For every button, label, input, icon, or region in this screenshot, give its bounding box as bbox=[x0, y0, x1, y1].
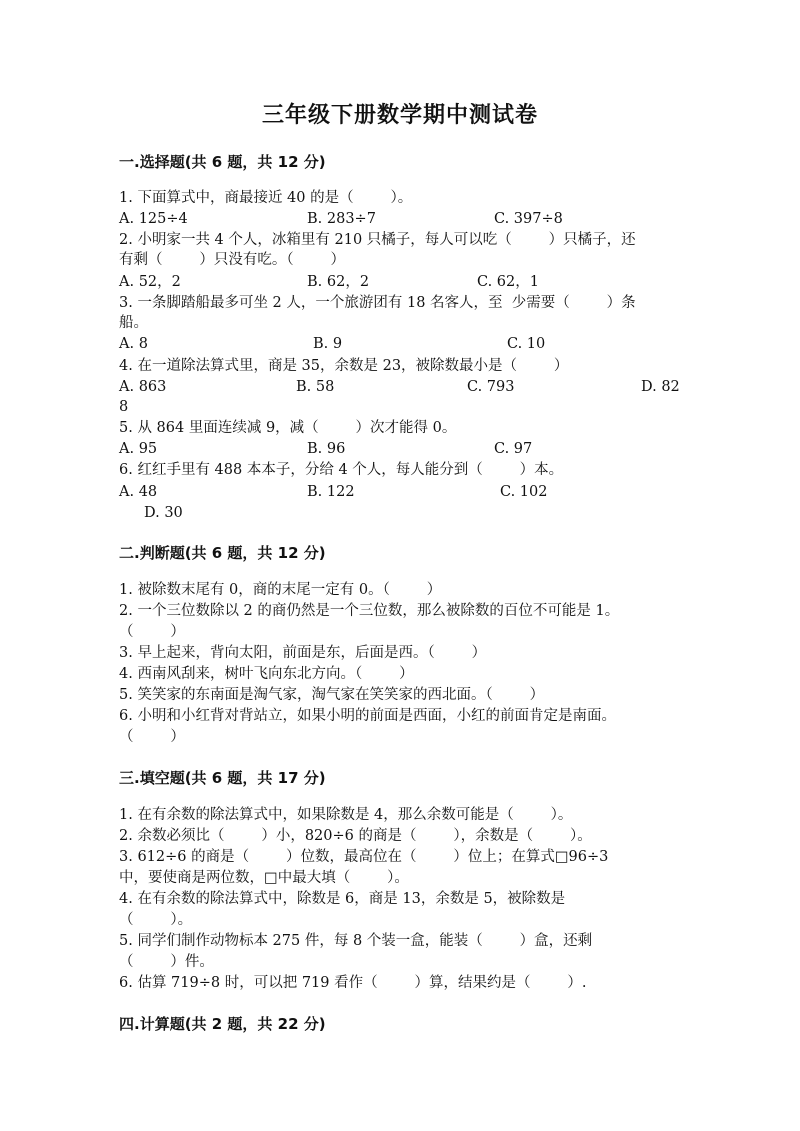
q2-option-c: C. 62，1 bbox=[477, 274, 539, 290]
q6-option-a: A. 48 bbox=[119, 484, 158, 500]
judgement-2-cont: （ ） bbox=[119, 624, 185, 640]
fill-5-cont: （ ）件。 bbox=[119, 954, 214, 970]
judgement-6: 6. 小明和小红背对背站立，如果小明的前面是西面，小红的前面肯定是南面。 bbox=[119, 708, 616, 724]
question-2: 2. 小明家一共 4 个人，冰箱里有 210 只橘子，每人可以吃（ ）只橘子，还 bbox=[119, 232, 636, 248]
question-5: 5. 从 864 里面连续减 9，减（ ）次才能得 0。 bbox=[119, 420, 457, 436]
q5-option-c: C. 97 bbox=[494, 441, 533, 457]
judgement-6-cont: （ ） bbox=[119, 729, 185, 745]
q6-option-c: C. 102 bbox=[500, 484, 548, 500]
question-6: 6. 红红手里有 488 本本子，分给 4 个人，每人能分到（ ）本。 bbox=[119, 462, 564, 478]
section-heading-judgement: 二.判断题(共 6 题，共 12 分) bbox=[119, 544, 326, 562]
q2-option-b: B. 62，2 bbox=[307, 274, 370, 290]
fill-4-cont: （ ）。 bbox=[119, 912, 193, 928]
q4-option-d: D. 82 bbox=[641, 379, 680, 395]
q4-option-a: A. 863 bbox=[119, 379, 167, 395]
judgement-4: 4. 西南风刮来，树叶飞向东北方向。（ ） bbox=[119, 666, 414, 682]
judgement-1: 1. 被除数末尾有 0，商的末尾一定有 0。（ ） bbox=[119, 582, 442, 598]
q1-option-b: B. 283÷7 bbox=[307, 211, 376, 227]
q5-option-a: A. 95 bbox=[119, 441, 158, 457]
question-3: 3. 一条脚踏船最多可坐 2 人，一个旅游团有 18 名客人，至 少需要（ ）条 bbox=[119, 295, 636, 311]
q2-option-a: A. 52，2 bbox=[119, 274, 181, 290]
fill-1: 1. 在有余数的除法算式中，如果除数是 4，那么余数可能是（ ）。 bbox=[119, 807, 573, 823]
q5-option-b: B. 96 bbox=[307, 441, 346, 457]
question-2-cont: 有剩（ ）只没有吃。（ ） bbox=[119, 252, 345, 268]
q3-option-b: B. 9 bbox=[313, 336, 343, 352]
fill-4: 4. 在有余数的除法算式中，除数是 6，商是 13，余数是 5，被除数是 bbox=[119, 891, 566, 907]
q4-option-d-wrap: 8 bbox=[119, 399, 129, 415]
page-title: 三年级下册数学期中测试卷 bbox=[261, 102, 538, 128]
q6-option-b: B. 122 bbox=[307, 484, 355, 500]
question-3-cont: 船。 bbox=[119, 315, 148, 331]
fill-5: 5. 同学们制作动物标本 275 件，每 8 个装一盒，能装（ ）盒，还剩 bbox=[119, 933, 593, 949]
question-1: 1. 下面算式中，商最接近 40 的是（ ）。 bbox=[119, 190, 413, 206]
judgement-2: 2. 一个三位数除以 2 的商仍然是一个三位数，那么被除数的百位不可能是 1。 bbox=[119, 603, 620, 619]
section-heading-calc: 四.计算题(共 2 题，共 22 分) bbox=[119, 1015, 326, 1033]
fill-3: 3. 612÷6 的商是（ ）位数，最高位在（ ）位上；在算式□96÷3 bbox=[119, 849, 609, 865]
fill-6: 6. 估算 719÷8 时，可以把 719 看作（ ）算，结果约是（ ）. bbox=[119, 975, 587, 991]
q1-option-a: A. 125÷4 bbox=[119, 211, 188, 227]
judgement-3: 3. 早上起来，背向太阳，前面是东，后面是西。（ ） bbox=[119, 645, 487, 661]
q3-option-a: A. 8 bbox=[119, 336, 148, 352]
q1-option-c: C. 397÷8 bbox=[494, 211, 563, 227]
q4-option-b: B. 58 bbox=[296, 379, 335, 395]
section-heading-fill: 三.填空题(共 6 题，共 17 分) bbox=[119, 769, 326, 787]
fill-3-cont: 中，要使商是两位数，□中最大填（ ）。 bbox=[119, 870, 409, 886]
judgement-5: 5. 笑笑家的东南面是淘气家，淘气家在笑笑家的西北面。（ ） bbox=[119, 687, 545, 703]
q4-option-c: C. 793 bbox=[467, 379, 515, 395]
q3-option-c: C. 10 bbox=[507, 336, 546, 352]
question-4: 4. 在一道除法算式里，商是 35，余数是 23，被除数最小是（ ） bbox=[119, 358, 569, 374]
fill-2: 2. 余数必须比（ ）小，820÷6 的商是（ ），余数是（ ）。 bbox=[119, 828, 592, 844]
q6-option-d: D. 30 bbox=[144, 505, 183, 521]
section-heading-choice: 一.选择题(共 6 题，共 12 分) bbox=[119, 153, 326, 171]
